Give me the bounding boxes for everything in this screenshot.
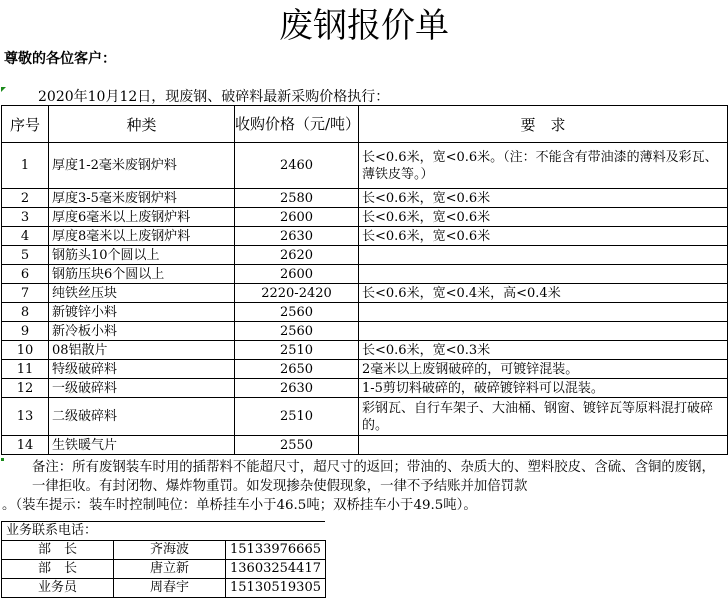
contact-heading: 业务联系电话： (2, 522, 326, 541)
row-requirement: 长<0.6米，宽<0.3米 (359, 341, 728, 360)
contact-phone: 13603254417 (226, 560, 326, 579)
row-number: 10 (2, 341, 49, 360)
row-type: 新镀锌小料 (49, 303, 235, 322)
row-price: 2220-2420 (235, 284, 359, 303)
contact-name: 周春宇 (114, 579, 226, 598)
row-price: 2600 (235, 265, 359, 284)
contact-role: 业务员 (2, 579, 114, 598)
row-price: 2630 (235, 227, 359, 246)
table-row (2, 341, 728, 360)
header-type: 种类 (49, 106, 235, 143)
header-price (235, 106, 359, 143)
header-requirement: 要 求 (359, 106, 728, 143)
row-type: 厚度3-5毫米废钢炉料 (49, 189, 235, 208)
page-title: 废钢报价单 (279, 6, 449, 46)
row-type: 生铁暖气片 (49, 436, 235, 455)
table-row (2, 189, 728, 208)
greeting: 尊敬的各位客户： (4, 51, 116, 67)
table-row (2, 227, 728, 246)
contact-role: 部 长 (2, 541, 114, 560)
contact-role: 部 长 (2, 560, 114, 579)
contact-name: 齐海波 (114, 541, 226, 560)
row-requirement (359, 303, 728, 322)
row-price: 2600 (235, 208, 359, 227)
row-requirement: 长<0.6米，宽<0.4米，高<0.4米 (359, 284, 728, 303)
note-loading-tip: 。（装车提示：装车时控制吨位：单桥挂车小于46.5吨；双桥挂车小于49.5吨）。 (2, 498, 477, 513)
table-row (2, 143, 728, 189)
row-type: 厚度6毫米以上废钢炉料 (49, 208, 235, 227)
table-row (2, 360, 728, 379)
row-price: 2580 (235, 189, 359, 208)
row-type: 钢筋头10个圆以上 (49, 246, 235, 265)
contact-row (2, 579, 326, 598)
row-type: 特级破碎料 (49, 360, 235, 379)
row-number: 9 (2, 322, 49, 341)
row-requirement: 2毫米以上废钢破碎的，可镀锌混装。 (359, 360, 728, 379)
row-requirement (359, 322, 728, 341)
row-price: 2630 (235, 379, 359, 398)
table-row (2, 284, 728, 303)
table-row (2, 436, 728, 455)
contact-phone: 15130519305 (226, 579, 326, 598)
table-row (2, 322, 728, 341)
table-row (2, 303, 728, 322)
row-type: 厚度8毫米以上废钢炉料 (49, 227, 235, 246)
row-price: 2510 (235, 341, 359, 360)
contact-table (1, 521, 326, 598)
row-requirement: 长<0.6米，宽<0.6米。（注：不能含有带油漆的薄料及彩瓦、薄铁皮等。） (359, 143, 728, 189)
table-row (2, 265, 728, 284)
cell-comment-marker (1, 87, 6, 92)
row-number: 3 (2, 208, 49, 227)
row-requirement (359, 436, 728, 455)
table-header-row (2, 106, 728, 143)
row-type: 纯铁丝压块 (49, 284, 235, 303)
row-requirement (359, 265, 728, 284)
contact-row (2, 541, 326, 560)
row-price: 2620 (235, 246, 359, 265)
row-requirement (359, 246, 728, 265)
row-price: 2460 (235, 143, 359, 189)
contact-phone: 15133976665 (226, 541, 326, 560)
row-number: 8 (2, 303, 49, 322)
row-requirement: 1-5剪切料破碎的，破碎镀锌料可以混装。 (359, 379, 728, 398)
row-requirement: 长<0.6米，宽<0.6米 (359, 208, 728, 227)
notice-line: 2020年10月12日，现废钢、破碎料最新采购价格执行： (38, 89, 390, 105)
contact-row (2, 560, 326, 579)
row-price: 2560 (235, 322, 359, 341)
row-number: 4 (2, 227, 49, 246)
row-number: 13 (2, 398, 49, 436)
row-number: 14 (2, 436, 49, 455)
note-remark: 备注：所有废钢装车时用的插帮料不能超尺寸，超尺寸的返回；带油的、杂质大的、塑料胶皮、含硫、含铜的废钢，一律拒收。有封闭物、爆炸物重罚。如发现掺杂使假现象，一律不予结账并加倍罚款 (32, 460, 715, 494)
notes-block (2, 458, 724, 515)
row-price: 2510 (235, 398, 359, 436)
row-number: 12 (2, 379, 49, 398)
row-number: 1 (2, 143, 49, 189)
table-row (2, 398, 728, 436)
row-number: 6 (2, 265, 49, 284)
row-requirement: 长<0.6米，宽<0.6米 (359, 227, 728, 246)
row-requirement: 彩钢瓦、自行车架子、大油桶、钢窗、镀锌瓦等原料混打破碎的。 (359, 398, 728, 436)
table-row (2, 246, 728, 265)
row-type: 厚度1-2毫米废钢炉料 (49, 143, 235, 189)
row-type: 08铝散片 (49, 341, 235, 360)
contact-name: 唐立新 (114, 560, 226, 579)
row-type: 新冷板小料 (49, 322, 235, 341)
row-number: 2 (2, 189, 49, 208)
row-type: 二级破碎料 (49, 398, 235, 436)
row-type: 钢筋压块6个圆以上 (49, 265, 235, 284)
row-number: 5 (2, 246, 49, 265)
row-price: 2560 (235, 303, 359, 322)
row-type: 一级破碎料 (49, 379, 235, 398)
row-number: 11 (2, 360, 49, 379)
row-number: 7 (2, 284, 49, 303)
row-requirement: 长<0.6米，宽<0.6米 (359, 189, 728, 208)
table-row (2, 208, 728, 227)
price-table (1, 105, 728, 455)
header-price-text: 收购价格（元/吨） (235, 114, 361, 133)
header-no: 序号 (2, 106, 49, 143)
row-price: 2650 (235, 360, 359, 379)
table-row (2, 379, 728, 398)
row-price: 2550 (235, 436, 359, 455)
